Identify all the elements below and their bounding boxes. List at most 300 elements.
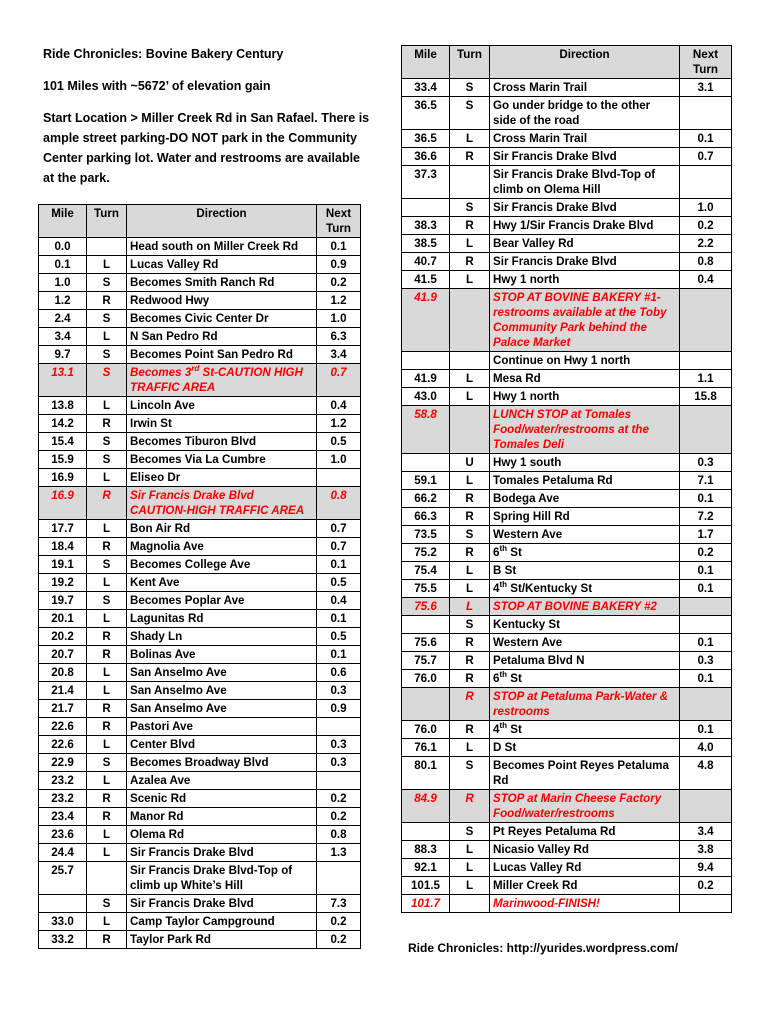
direction-cell: Sir Francis Drake Blvd CAUTION-HIGH TRAFFIC AREA (127, 487, 317, 520)
turn-cell: L (450, 271, 490, 289)
table-row (402, 598, 732, 616)
table-row (402, 634, 732, 652)
table-row (402, 859, 732, 877)
table-row (402, 895, 732, 913)
table-row (402, 580, 732, 598)
mile-cell: 33.2 (39, 931, 87, 949)
table-row (39, 931, 361, 949)
intro-block (43, 44, 373, 200)
header-mile: Mile (39, 205, 87, 238)
direction-cell: Kentucky St (490, 616, 680, 634)
table-row (402, 454, 732, 472)
table-row (39, 754, 361, 772)
direction-cell: Nicasio Valley Rd (490, 841, 680, 859)
next-turn-cell: 0.4 (317, 397, 361, 415)
table-row (402, 199, 732, 217)
table-row (39, 346, 361, 364)
turn-cell: S (87, 310, 127, 328)
direction-cell: Becomes Tiburon Blvd (127, 433, 317, 451)
turn-cell: R (87, 790, 127, 808)
next-turn-cell: 0.1 (680, 562, 732, 580)
turn-cell: S (87, 364, 127, 397)
direction-cell: Lincoln Ave (127, 397, 317, 415)
direction-cell: Tomales Petaluma Rd (490, 472, 680, 490)
next-turn-cell (317, 772, 361, 790)
table-row (39, 520, 361, 538)
next-turn-cell: 0.1 (317, 238, 361, 256)
next-turn-cell: 0.4 (317, 592, 361, 610)
next-turn-cell: 0.1 (680, 580, 732, 598)
turn-cell: L (450, 598, 490, 616)
next-turn-cell: 0.3 (317, 754, 361, 772)
mile-cell: 66.3 (402, 508, 450, 526)
turn-cell: R (450, 544, 490, 562)
direction-cell: 6th St (490, 544, 680, 562)
mile-cell: 41.9 (402, 289, 450, 352)
turn-cell: R (87, 487, 127, 520)
turn-cell: R (450, 790, 490, 823)
table-row (402, 841, 732, 859)
next-turn-cell: 0.2 (317, 790, 361, 808)
mile-cell: 19.1 (39, 556, 87, 574)
ride-distance: 101 Miles with ~5672’ of elevation gain (43, 79, 271, 93)
direction-cell: Camp Taylor Campground (127, 913, 317, 931)
next-turn-cell: 0.7 (317, 364, 361, 397)
turn-cell: R (87, 538, 127, 556)
mile-cell: 33.4 (402, 79, 450, 97)
next-turn-cell: 0.1 (317, 610, 361, 628)
next-turn-cell (680, 790, 732, 823)
table-row (402, 370, 732, 388)
next-turn-cell: 1.2 (317, 292, 361, 310)
direction-cell: Lagunitas Rd (127, 610, 317, 628)
mile-cell: 21.4 (39, 682, 87, 700)
table-row (402, 148, 732, 166)
direction-cell: Sir Francis Drake Blvd-Top of climb on Olema Hill (490, 166, 680, 199)
direction-cell: Magnolia Ave (127, 538, 317, 556)
mile-cell: 84.9 (402, 790, 450, 823)
next-turn-cell: 0.2 (317, 274, 361, 292)
table-row (402, 688, 732, 721)
table-row (39, 772, 361, 790)
next-turn-cell: 0.9 (317, 256, 361, 274)
turn-cell: S (87, 754, 127, 772)
turn-cell (450, 406, 490, 454)
table-row (402, 217, 732, 235)
mile-cell: 36.5 (402, 130, 450, 148)
turn-cell: S (450, 199, 490, 217)
direction-cell: San Anselmo Ave (127, 700, 317, 718)
mile-cell: 76.0 (402, 721, 450, 739)
turn-cell: S (450, 97, 490, 130)
next-turn-cell: 7.3 (317, 895, 361, 913)
mile-cell: 20.2 (39, 628, 87, 646)
mile-cell: 20.7 (39, 646, 87, 664)
table-row (402, 97, 732, 130)
table-row (402, 235, 732, 253)
next-turn-cell: 1.0 (317, 310, 361, 328)
header-row (402, 46, 732, 79)
turn-cell: S (87, 346, 127, 364)
mile-cell: 38.3 (402, 217, 450, 235)
next-turn-cell: 0.2 (680, 544, 732, 562)
table-row (39, 895, 361, 913)
mile-cell: 73.5 (402, 526, 450, 544)
direction-cell: Eliseo Dr (127, 469, 317, 487)
turn-cell: L (87, 682, 127, 700)
direction-cell: San Anselmo Ave (127, 664, 317, 682)
turn-cell (450, 166, 490, 199)
mile-cell: 14.2 (39, 415, 87, 433)
next-turn-cell: 1.2 (317, 415, 361, 433)
next-turn-cell (680, 289, 732, 352)
direction-cell: STOP AT BOVINE BAKERY #2 (490, 598, 680, 616)
direction-cell: Pt Reyes Petaluma Rd (490, 823, 680, 841)
turn-cell: L (450, 130, 490, 148)
direction-cell: Cross Marin Trail (490, 130, 680, 148)
table-row (39, 646, 361, 664)
direction-cell: D St (490, 739, 680, 757)
mile-cell (402, 199, 450, 217)
direction-cell: Mesa Rd (490, 370, 680, 388)
next-turn-cell: 0.2 (680, 217, 732, 235)
mile-cell: 23.2 (39, 772, 87, 790)
table-row (402, 544, 732, 562)
next-turn-cell: 3.8 (680, 841, 732, 859)
direction-cell: 4th St/Kentucky St (490, 580, 680, 598)
header-mile: Mile (402, 46, 450, 79)
mile-cell: 75.7 (402, 652, 450, 670)
mile-cell: 22.9 (39, 754, 87, 772)
table-row (402, 823, 732, 841)
table-row (39, 433, 361, 451)
direction-cell: Marinwood-FINISH! (490, 895, 680, 913)
mile-cell: 75.4 (402, 562, 450, 580)
table-row (402, 790, 732, 823)
turn-cell: L (450, 562, 490, 580)
direction-cell: Continue on Hwy 1 north (490, 352, 680, 370)
table-row (39, 487, 361, 520)
header-turn: Turn (450, 46, 490, 79)
direction-cell: Sir Francis Drake Blvd (127, 844, 317, 862)
turn-cell (450, 352, 490, 370)
turn-cell (87, 862, 127, 895)
turn-cell: L (87, 574, 127, 592)
table-row (39, 574, 361, 592)
direction-cell: Hwy 1 north (490, 271, 680, 289)
mile-cell: 101.7 (402, 895, 450, 913)
turn-cell: L (450, 580, 490, 598)
turn-cell: L (87, 520, 127, 538)
next-turn-cell: 3.1 (680, 79, 732, 97)
direction-cell: Head south on Miller Creek Rd (127, 238, 317, 256)
mile-cell (402, 823, 450, 841)
next-turn-cell: 0.1 (680, 130, 732, 148)
table-row (402, 562, 732, 580)
direction-cell: Irwin St (127, 415, 317, 433)
direction-cell: Scenic Rd (127, 790, 317, 808)
turn-cell: R (87, 931, 127, 949)
turn-cell: R (450, 490, 490, 508)
direction-cell: Cross Marin Trail (490, 79, 680, 97)
next-turn-cell: 0.7 (317, 520, 361, 538)
next-turn-cell: 0.2 (680, 877, 732, 895)
turn-cell: S (87, 556, 127, 574)
turn-cell: R (87, 628, 127, 646)
next-turn-cell (317, 718, 361, 736)
next-turn-cell (680, 598, 732, 616)
cue-table-left (38, 204, 361, 949)
next-turn-cell: 0.4 (680, 271, 732, 289)
turn-cell: L (450, 859, 490, 877)
direction-cell: LUNCH STOP at Tomales Food/water/restrooms at the Tomales Deli (490, 406, 680, 454)
table-row (402, 79, 732, 97)
table-row (39, 274, 361, 292)
turn-cell: L (87, 913, 127, 931)
next-turn-cell: 0.5 (317, 574, 361, 592)
next-turn-cell: 7.2 (680, 508, 732, 526)
next-turn-cell: 2.2 (680, 235, 732, 253)
direction-cell: Miller Creek Rd (490, 877, 680, 895)
mile-cell: 18.4 (39, 538, 87, 556)
mile-cell: 13.8 (39, 397, 87, 415)
direction-cell: Bear Valley Rd (490, 235, 680, 253)
table-row (39, 469, 361, 487)
turn-cell: L (87, 397, 127, 415)
next-turn-cell: 1.1 (680, 370, 732, 388)
next-turn-cell: 0.7 (317, 538, 361, 556)
next-turn-cell: 0.1 (317, 556, 361, 574)
table-row (39, 790, 361, 808)
turn-cell: S (87, 451, 127, 469)
table-row (402, 289, 732, 352)
turn-cell: L (87, 664, 127, 682)
turn-cell: R (87, 646, 127, 664)
table-row (402, 670, 732, 688)
turn-cell: L (450, 388, 490, 406)
direction-cell: Spring Hill Rd (490, 508, 680, 526)
table-row (39, 592, 361, 610)
mile-cell: 101.5 (402, 877, 450, 895)
turn-cell: R (87, 700, 127, 718)
table-row (402, 406, 732, 454)
direction-cell: Western Ave (490, 634, 680, 652)
next-turn-cell: 0.2 (317, 808, 361, 826)
mile-cell: 23.4 (39, 808, 87, 826)
direction-cell: 4th St (490, 721, 680, 739)
table-row (39, 310, 361, 328)
table-row (402, 472, 732, 490)
direction-cell: Becomes Civic Center Dr (127, 310, 317, 328)
turn-cell: R (450, 634, 490, 652)
turn-cell: L (450, 877, 490, 895)
mile-cell: 76.0 (402, 670, 450, 688)
mile-cell: 16.9 (39, 487, 87, 520)
mile-cell: 80.1 (402, 757, 450, 790)
direction-cell: Becomes 3rd St-CAUTION HIGH TRAFFIC AREA (127, 364, 317, 397)
mile-cell: 36.6 (402, 148, 450, 166)
footer-link-text: Ride Chronicles: http://yurides.wordpress.com/ (408, 941, 679, 955)
turn-cell: L (450, 235, 490, 253)
next-turn-cell: 0.6 (317, 664, 361, 682)
next-turn-cell (680, 97, 732, 130)
turn-cell (87, 238, 127, 256)
next-turn-cell: 1.0 (317, 451, 361, 469)
mile-cell: 41.9 (402, 370, 450, 388)
next-turn-cell: 0.9 (317, 700, 361, 718)
direction-cell: Becomes Point San Pedro Rd (127, 346, 317, 364)
next-turn-cell: 15.8 (680, 388, 732, 406)
direction-cell: Redwood Hwy (127, 292, 317, 310)
header-direction: Direction (490, 46, 680, 79)
next-turn-cell: 4.8 (680, 757, 732, 790)
mile-cell: 38.5 (402, 235, 450, 253)
mile-cell: 17.7 (39, 520, 87, 538)
next-turn-cell: 0.3 (680, 652, 732, 670)
next-turn-cell: 7.1 (680, 472, 732, 490)
mile-cell: 23.6 (39, 826, 87, 844)
direction-cell: Petaluma Blvd N (490, 652, 680, 670)
mile-cell: 9.7 (39, 346, 87, 364)
mile-cell (39, 895, 87, 913)
direction-cell: Hwy 1 south (490, 454, 680, 472)
next-turn-cell: 1.7 (680, 526, 732, 544)
mile-cell: 13.1 (39, 364, 87, 397)
turn-cell: R (450, 652, 490, 670)
next-turn-cell: 0.5 (317, 628, 361, 646)
mile-cell (402, 616, 450, 634)
next-turn-cell: 0.2 (317, 913, 361, 931)
mile-cell: 75.6 (402, 598, 450, 616)
mile-cell: 22.6 (39, 718, 87, 736)
ride-title: Ride Chronicles: Bovine Bakery Century (43, 47, 284, 61)
mile-cell: 59.1 (402, 472, 450, 490)
next-turn-cell: 0.1 (680, 721, 732, 739)
turn-cell: S (87, 895, 127, 913)
direction-cell: Becomes Via La Cumbre (127, 451, 317, 469)
table-row (39, 718, 361, 736)
direction-cell: Center Blvd (127, 736, 317, 754)
table-row (39, 292, 361, 310)
turn-cell: R (450, 670, 490, 688)
next-turn-cell: 0.2 (317, 931, 361, 949)
direction-cell: Taylor Park Rd (127, 931, 317, 949)
mile-cell: 43.0 (402, 388, 450, 406)
direction-cell: Manor Rd (127, 808, 317, 826)
mile-cell: 33.0 (39, 913, 87, 931)
turn-cell: R (87, 718, 127, 736)
table-row (39, 538, 361, 556)
direction-cell: Becomes Point Reyes Petaluma Rd (490, 757, 680, 790)
table-row (39, 826, 361, 844)
turn-cell: S (87, 592, 127, 610)
header-turn: Turn (87, 205, 127, 238)
table-row (402, 352, 732, 370)
direction-cell: Pastori Ave (127, 718, 317, 736)
table-row (39, 808, 361, 826)
mile-cell: 23.2 (39, 790, 87, 808)
table-row (39, 256, 361, 274)
mile-cell: 25.7 (39, 862, 87, 895)
direction-cell: STOP at Marin Cheese Factory Food/water/restrooms (490, 790, 680, 823)
turn-cell: R (450, 217, 490, 235)
turn-cell (450, 289, 490, 352)
header-direction: Direction (127, 205, 317, 238)
mile-cell: 76.1 (402, 739, 450, 757)
next-turn-cell: 0.7 (680, 148, 732, 166)
direction-cell: 6th St (490, 670, 680, 688)
table-row (402, 508, 732, 526)
turn-cell: L (87, 328, 127, 346)
turn-cell: L (87, 469, 127, 487)
next-turn-cell: 4.0 (680, 739, 732, 757)
cue-table-right (401, 45, 732, 913)
direction-cell: Hwy 1 north (490, 388, 680, 406)
table-row (402, 253, 732, 271)
turn-cell: L (450, 841, 490, 859)
table-row (39, 913, 361, 931)
mile-cell: 75.5 (402, 580, 450, 598)
table-row (39, 736, 361, 754)
mile-cell: 3.4 (39, 328, 87, 346)
turn-cell: S (450, 79, 490, 97)
next-turn-cell: 9.4 (680, 859, 732, 877)
mile-cell: 36.5 (402, 97, 450, 130)
direction-cell: Hwy 1/Sir Francis Drake Blvd (490, 217, 680, 235)
mile-cell (402, 688, 450, 721)
mile-cell: 40.7 (402, 253, 450, 271)
table-row (402, 271, 732, 289)
mile-cell: 0.1 (39, 256, 87, 274)
next-turn-cell: 3.4 (317, 346, 361, 364)
direction-cell: Bon Air Rd (127, 520, 317, 538)
turn-cell: R (87, 292, 127, 310)
turn-cell: R (450, 508, 490, 526)
turn-cell: S (450, 526, 490, 544)
table-row (402, 616, 732, 634)
table-row (39, 628, 361, 646)
cue-rows-right (402, 79, 732, 913)
direction-cell: Bodega Ave (490, 490, 680, 508)
mile-cell: 19.7 (39, 592, 87, 610)
table-row (402, 130, 732, 148)
direction-cell: Becomes Poplar Ave (127, 592, 317, 610)
direction-cell: San Anselmo Ave (127, 682, 317, 700)
next-turn-cell (680, 895, 732, 913)
direction-cell: Lucas Valley Rd (127, 256, 317, 274)
turn-cell: L (87, 610, 127, 628)
table-row (39, 238, 361, 256)
direction-cell: Bolinas Ave (127, 646, 317, 664)
mile-cell: 20.1 (39, 610, 87, 628)
table-row (39, 700, 361, 718)
next-turn-cell: 0.1 (680, 634, 732, 652)
start-location: Start Location > Miller Creek Rd in San Rafael. There is ample street parking-DO NOT park in the Community Center parking lot. Water and restrooms are available at the park. (43, 111, 370, 185)
turn-cell: R (87, 808, 127, 826)
header-next-turn: Next Turn (317, 205, 361, 238)
direction-cell: Go under bridge to the other side of the road (490, 97, 680, 130)
mile-cell (402, 454, 450, 472)
turn-cell: S (450, 757, 490, 790)
next-turn-cell (680, 616, 732, 634)
cue-rows-left (39, 238, 361, 949)
turn-cell: U (450, 454, 490, 472)
direction-cell: STOP at Petaluma Park-Water & restrooms (490, 688, 680, 721)
next-turn-cell: 6.3 (317, 328, 361, 346)
mile-cell: 15.4 (39, 433, 87, 451)
table-row (402, 877, 732, 895)
table-row (39, 862, 361, 895)
